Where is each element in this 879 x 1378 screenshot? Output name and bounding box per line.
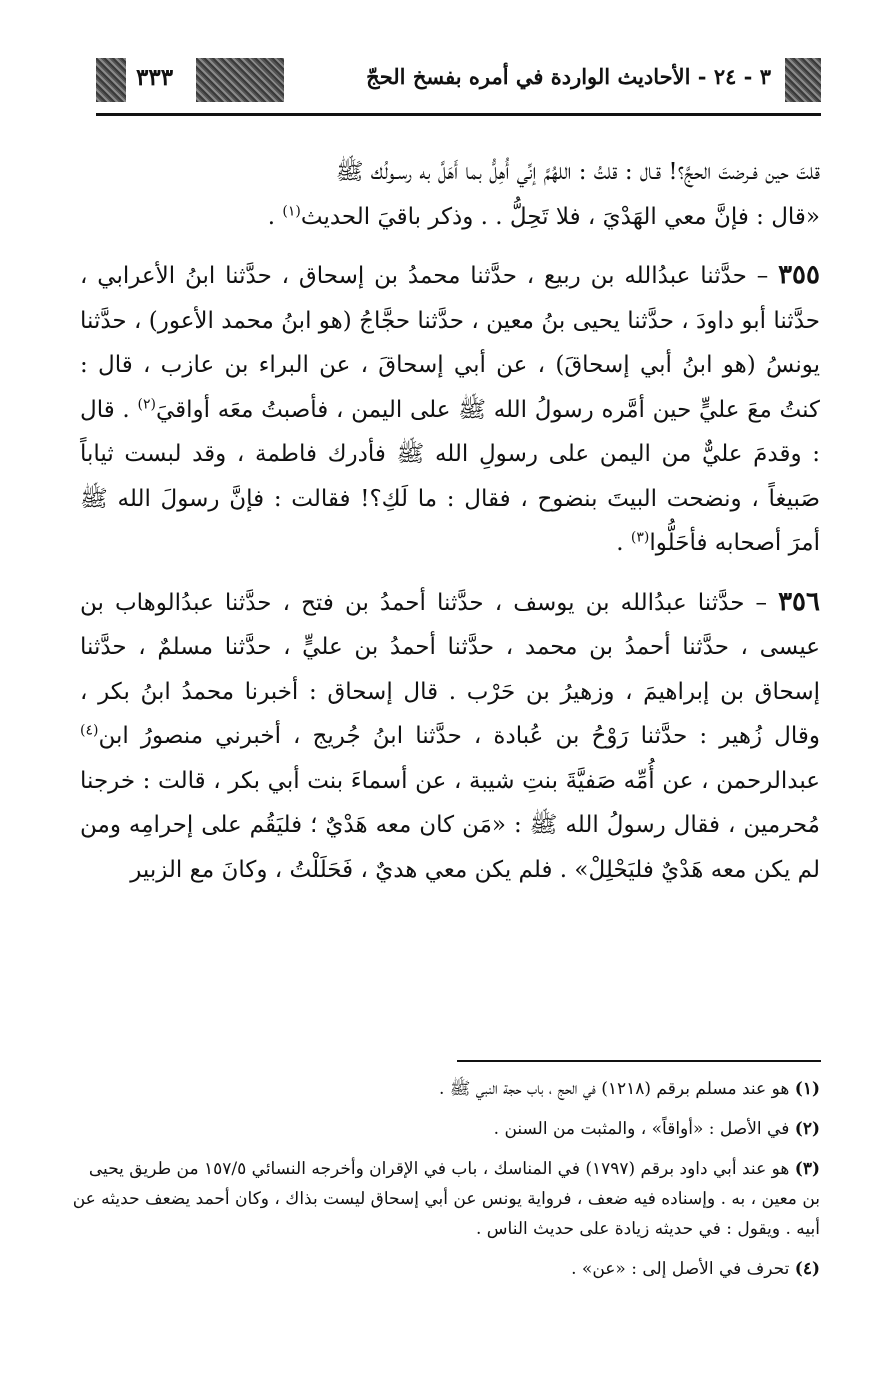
header-title: ٣ - ٢٤ - الأحاديث الواردة في أمره بفسخ الحجّ [366, 64, 771, 89]
footnote-4 [70, 1254, 820, 1284]
hadith-number: ٣٥٥ [778, 260, 820, 290]
footnote-separator [457, 1060, 821, 1062]
footnote-number: (٤) [794, 1259, 820, 1279]
hadith-text: – حدَّثنا عبدُالله بن ربيع ، حدَّثنا محمدُ بن إسحاق ، حدَّثنا ابنُ الأعرابي ، حدَّثنا أبو داودَ ، حدَّثنا يحيى بنُ معين ، حدَّثنا حجَّاجُ (هو ابنُ محمد الأعور) ، حدَّثنا يونسُ (هو ابنُ أبي إسحاقَ) ، عن أبي إسحاقَ ، عن البراء بن عازب ، قال : كنتُ معَ عليٍّ حين أمَّره رسولُ الله ﷺ على اليمن ، فأصبتُ معَه أواقيَ [80, 263, 820, 423]
header-ornament-middle [196, 58, 284, 102]
page-number: ٣٣٣ [136, 64, 174, 91]
footnote-number: (٣) [794, 1159, 820, 1179]
footnote-1 [70, 1074, 820, 1104]
header-rule [96, 113, 821, 116]
footnote-ref[interactable]: (٢) [137, 395, 156, 412]
header-ornament-right [785, 58, 821, 102]
footnote-text: هو عند أبي داود برقم (١٧٩٧) في المناسك ، باب في الإقران وأخرجه النسائي ١٥٧/٥ من طريق يحيى بن معين ، به . وإسناده فيه ضعف ، فرواية يونس عن أبي إسحاق ليست بذاك ، وكان أحمد يضعف حديثه عن أبيه . ويقول : في حديثه زيادة على حديث الناس . [72, 1159, 820, 1239]
footnote-text: هو عند مسلم برقم (١٢١٨) في الحج ، باب حجة النبي ﷺ . [439, 1079, 795, 1099]
text-line: «قال : فإنَّ معي الهَدْيَ ، فلا تَحِلُّ . . وذكر باقيَ الحديث [300, 203, 820, 230]
paragraph-continuation [80, 150, 820, 239]
footnote-2 [70, 1114, 820, 1144]
hadith-text: . قال : وقدمَ عليٌّ من اليمن على رسولِ الله ﷺ فأدرك فاطمة ، وقد لبست ثياباً صَبيغاً ، ونضحت البيتَ بنضوح ، فقال : ما لَكِ؟! فقالت : فإنَّ رسولَ الله ﷺ أمرَ أصحابه فأحَلُّوا [80, 396, 820, 556]
footnote-ref[interactable]: (١) [282, 202, 301, 219]
footnote-text: تحرف في الأصل إلى : «عن» . [571, 1259, 795, 1279]
hadith-text: عبدالرحمن ، عن أُمِّه صَفيَّةَ بنتِ شيبة ، عن أسماءَ بنت أبي بكر ، قالت : خرجنا مُحرمين ، فقال رسولُ الله ﷺ : «مَن كان معه هَدْيٌ ؛ فليَقُم على إحرامِه ومن لم يكن معه هَدْيٌ فليَحْلِلْ» . فلم يكن معي هديٌ ، فَحَلَلْتُ ، وكانَ مع الزبير [80, 767, 820, 883]
footnote-ref[interactable]: (٤) [80, 722, 99, 739]
footnote-number: (١) [794, 1079, 820, 1099]
running-header [96, 52, 821, 110]
hadith-number: ٣٥٦ [778, 586, 820, 617]
main-text [80, 150, 820, 906]
text-fragment: . [616, 530, 631, 556]
footnote-text: في الأصل : «أواقاً» ، والمثبت من السنن . [493, 1119, 795, 1139]
text-fragment: . [267, 203, 283, 230]
text-line: قلتَ حين فـرضتَ الحجَّ؟! قـال : قلتُ : اللهُمَّ إنِّي أُهِلُّ بما أَهَلَّ به رسـولُك ﷺ [335, 159, 820, 185]
hadith-text: – حدَّثنا عبدُالله بن يوسف ، حدَّثنا أحمدُ بن فتح ، حدَّثنا عبدُالوهاب بن عيسى ، حدَّثنا أحمدُ بن محمد ، حدَّثنا أحمدُ بن عليٍّ ، حدَّثنا مسلمٌ ، حدَّثنا إسحاق بن إبراهيمَ ، وزهيرُ بن حَرْب . قال إسحاق : أخبرنا محمدُ ابنُ بكر ، وقال زُهير : حدَّثنا رَوْحُ بن عُبادة ، حدَّثنا ابنُ جُريج ، أخبرني منصورُ ابن [80, 589, 820, 749]
hadith-356 [80, 580, 820, 893]
footnote-3 [70, 1154, 820, 1244]
header-ornament-left [96, 58, 126, 102]
footnotes [70, 1074, 820, 1294]
footnote-ref[interactable]: (٣) [630, 529, 650, 546]
hadith-355 [80, 253, 820, 566]
footnote-number: (٢) [794, 1119, 820, 1139]
